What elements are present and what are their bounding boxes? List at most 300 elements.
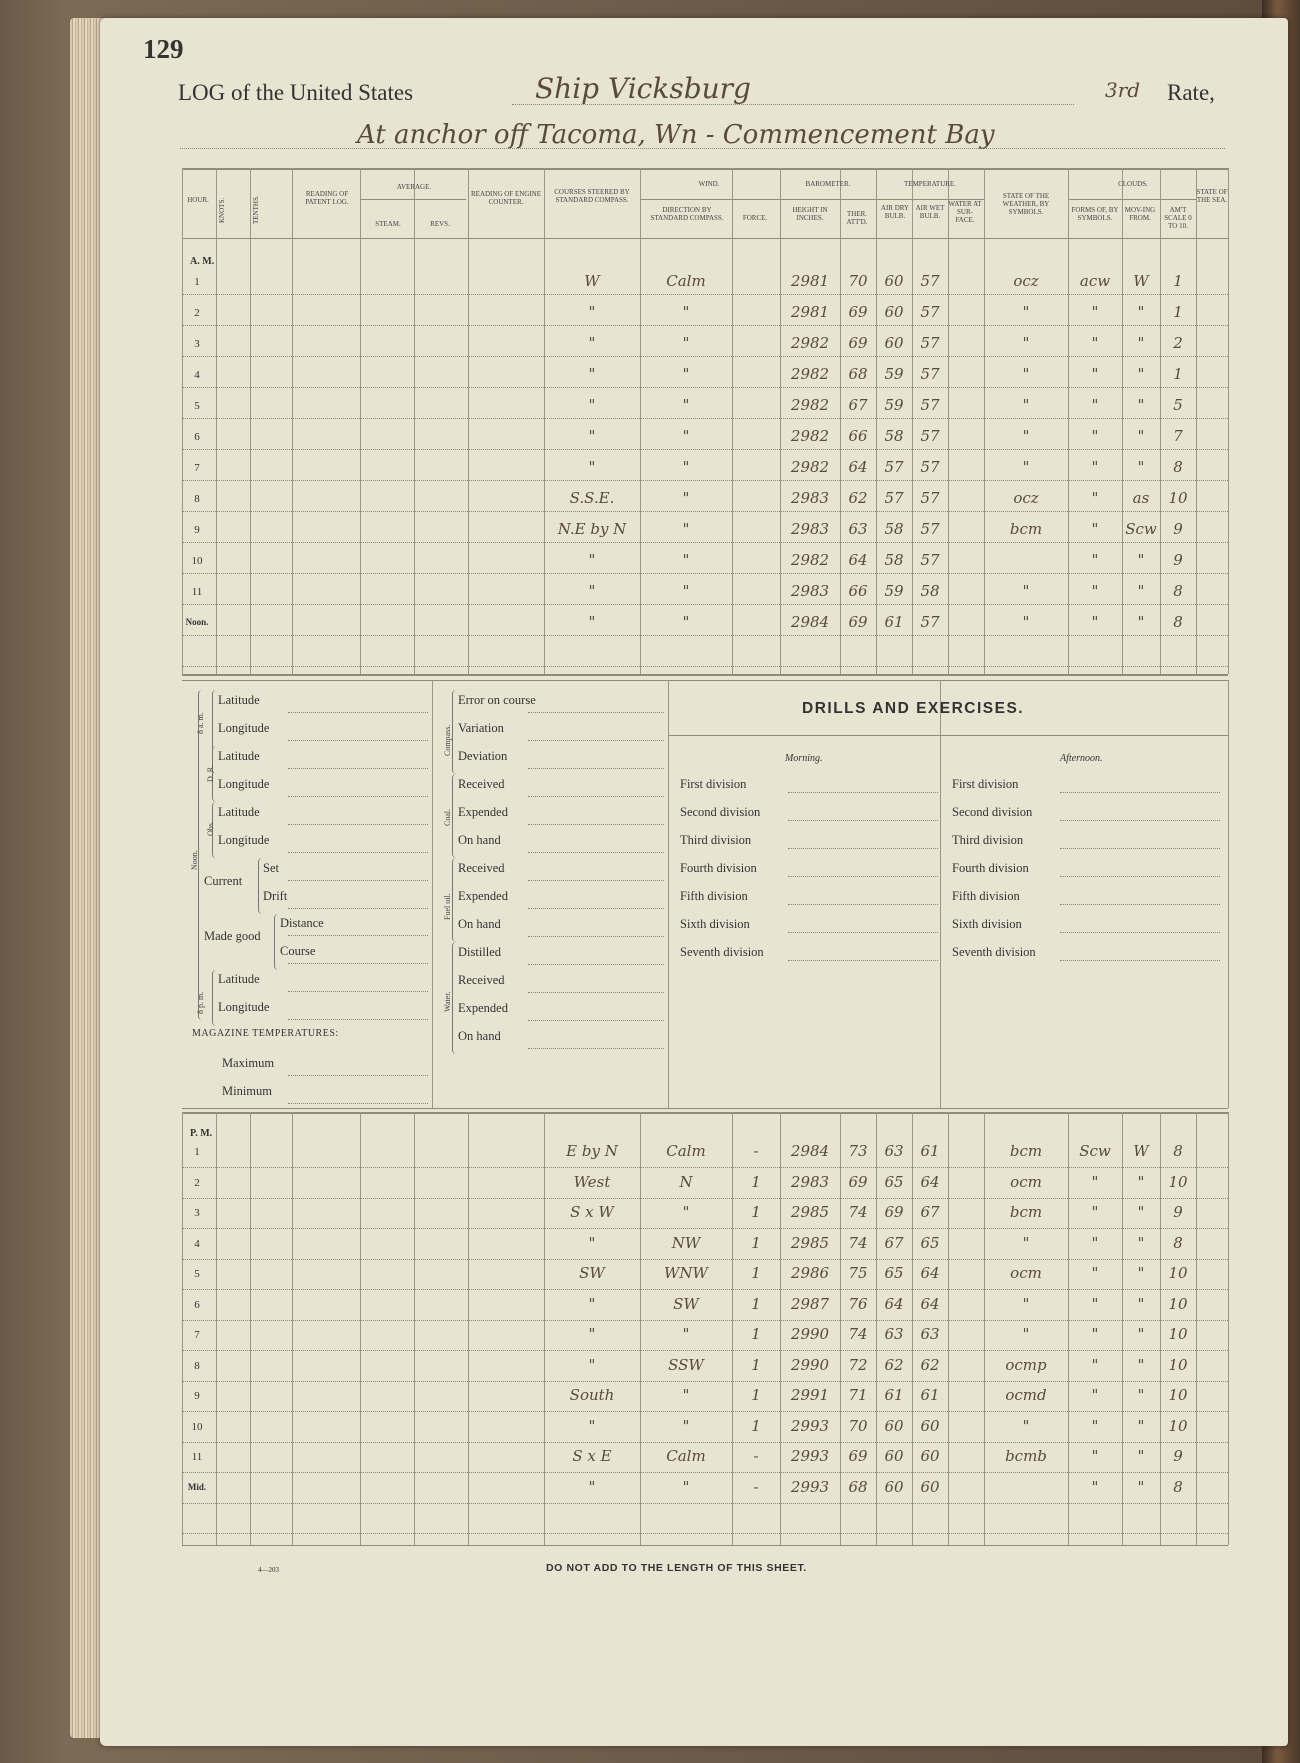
magazine-minimum: Minimum [222,1084,273,1098]
am-label: A. M. [190,256,215,267]
ther-cell: 69 [848,1172,868,1191]
ther-cell: 70 [848,1416,868,1435]
hour-cell: 8 [194,1359,200,1372]
height-cell: 2982 [790,396,830,414]
form-number: 4—203 [258,1566,279,1574]
leader-rule [288,991,428,992]
ther-cell: 62 [848,489,868,507]
weather-cell: ocmp [1005,1355,1047,1374]
amt-cell: 8 [1173,1233,1183,1252]
wind-dir-cell: " [682,303,690,321]
forms-cell: " [1091,1477,1099,1496]
course-cell: West [573,1172,611,1191]
force-cell: 1 [751,1386,761,1404]
patent-log-header: READING OF PATENT LOG. [305,190,349,206]
course-cell: " [588,334,596,352]
weather-cell: bcm [1009,520,1043,538]
leader-rule [288,963,428,964]
moving-cell: " [1137,551,1145,569]
weather-cell: " [1022,334,1030,352]
wet-cell: 57 [920,365,940,383]
dry-cell: 60 [884,1477,904,1496]
course-cell: " [588,365,596,383]
amt-cell: 8 [1173,582,1183,600]
dry-cell: 59 [884,582,904,600]
force-cell: 1 [751,1294,761,1313]
fuel-expended: Expended [458,889,508,903]
wind-dir-cell: " [682,1477,690,1496]
forms-cell: " [1091,489,1099,507]
moving-cell: " [1137,1416,1145,1435]
hour-cell: 3 [194,338,200,350]
row-rule [182,418,1228,419]
fuel-received: Received [458,861,505,875]
leader-rule [528,908,664,909]
water-surface-header: WATER AT SUR-FACE. [948,200,982,224]
leader-rule [528,796,664,797]
row-rule [182,325,1228,326]
leader-rule [528,936,664,937]
height-cell: 2990 [790,1355,830,1374]
steam-header: STEAM. [375,220,401,228]
ther-cell: 66 [848,427,868,445]
moving-cell: " [1137,427,1145,445]
moving-cell: " [1137,1447,1145,1465]
group-rule [360,199,466,200]
amt-cell: 8 [1173,458,1183,476]
ther-cell: 75 [848,1264,868,1282]
ther-cell: 74 [848,1233,868,1252]
moving-cell: " [1137,396,1145,414]
morning-division-label: Fifth division [680,889,748,903]
row-rule [182,1533,1228,1534]
ther-cell: 68 [848,365,868,383]
column-rule [732,168,733,674]
weather-cell: " [1022,1325,1030,1343]
wet-cell: 57 [920,551,940,569]
row-rule [182,666,1228,667]
dry-cell: 67 [884,1233,904,1252]
row-rule [182,480,1228,481]
forms-cell: " [1091,334,1099,352]
leader-rule [528,880,664,881]
wet-cell: 61 [920,1142,940,1160]
hour-cell: 2 [194,307,200,319]
forms-cell: " [1091,613,1099,631]
height-cell: 2993 [790,1447,830,1465]
leader-rule [788,848,938,849]
drills-afternoon: Afternoon. [1060,753,1103,764]
leader-rule [528,992,664,993]
leader-rule [288,740,428,741]
ther-cell: 66 [848,582,868,600]
forms-cell: " [1091,1172,1099,1191]
leader-rule [788,792,938,793]
length-notice: DO NOT ADD TO THE LENGTH OF THIS SHEET. [546,1562,807,1574]
water-on-hand: On hand [458,1029,501,1043]
ther-cell: 64 [848,551,868,569]
height-cell: 2987 [790,1294,830,1313]
column-rule [360,1112,361,1545]
wind-dir-cell: " [682,458,690,476]
morning-division-label: Fourth division [680,861,757,875]
row-rule [182,387,1228,388]
moving-cell: as [1132,489,1150,507]
hour-cell: 6 [194,1298,200,1311]
moving-cell: " [1137,1264,1145,1282]
wet-cell: 65 [920,1233,940,1252]
ther-cell: 69 [848,1447,868,1465]
moving-cell: " [1137,1477,1145,1496]
tag-dr: D. R. [206,764,215,782]
sea-header: STATE OF THE SEA. [1196,188,1228,204]
moving-cell: " [1137,613,1145,631]
ther-cell: 64 [848,458,868,476]
weather-cell: " [1022,613,1030,631]
weather-cell: ocz [1013,489,1039,507]
leader-rule [528,712,664,713]
dry-cell: 58 [884,427,904,445]
column-rule [1228,1112,1229,1545]
force-cell: 1 [751,1416,761,1435]
location: At anchor off Tacoma, Wn - Commencement Bay [357,120,995,150]
cloud-moving-header: MOV-ING FROM. [1124,206,1156,222]
title-prefix: LOG of the United States [178,80,414,105]
hour-cell: 10 [191,555,203,567]
course-cell: " [588,427,596,445]
obs-latitude: Latitude [218,805,260,819]
weather-cell: " [1022,1294,1030,1313]
tag-obs: Obs. [206,821,215,836]
column-rule [1228,168,1229,674]
column-rule [182,168,183,674]
hour-cell: 6 [194,431,200,443]
ther-cell: 70 [848,272,868,290]
weather-cell: ocm [1010,1172,1042,1191]
moving-cell: " [1137,1325,1145,1343]
weather-header: STATE OF THE WEATHER, BY SYMBOLS. [1002,192,1050,216]
wet-cell: 57 [920,272,940,290]
column-rule [292,168,293,674]
amt-cell: 8 [1173,613,1183,631]
weather-cell: " [1022,1416,1030,1435]
hour-cell: 4 [194,369,200,381]
pm-longitude: Longitude [218,1000,270,1014]
dry-cell: 58 [884,520,904,538]
ther-cell: 69 [848,334,868,352]
column-rule [360,168,361,674]
row-rule [182,1198,1228,1199]
afternoon-division-label: Second division [952,805,1033,819]
group-rule [780,199,876,200]
ther-cell: 71 [848,1386,868,1404]
ther-cell: 67 [848,396,868,414]
course-cell: " [588,613,596,631]
forms-cell: " [1091,1233,1099,1252]
column-rule [216,168,217,674]
dry-cell: 61 [884,1386,904,1404]
dry-cell: 61 [884,613,904,631]
weather-cell: bcm [1009,1203,1043,1221]
row-rule [182,1320,1228,1321]
force-cell: 1 [751,1325,761,1343]
forms-cell: acw [1079,272,1111,290]
height-cell: 2982 [790,365,830,383]
column-rule [948,1112,949,1545]
hour-cell: 10 [191,1420,203,1433]
leader-rule [1060,876,1220,877]
fuel-on-hand: On hand [458,917,501,931]
row-rule [182,1472,1228,1473]
course-cell: N.E by N [557,520,627,538]
weather-cell: " [1022,427,1030,445]
hour-cell: 7 [194,1329,200,1341]
height-cell: 2985 [790,1203,830,1221]
row-rule [182,356,1228,357]
course-cell: " [588,1416,596,1435]
amt-cell: 9 [1173,1447,1183,1465]
wind-dir-cell: SSW [668,1355,704,1374]
row-rule [182,573,1228,574]
amt-cell: 9 [1173,520,1183,538]
leader-rule [1060,904,1220,905]
mid-rule [182,1108,1228,1109]
wet-cell: 57 [920,427,940,445]
leader-rule [528,852,664,853]
row-rule [182,1259,1228,1260]
height-cell: 2983 [790,520,830,538]
pm-label: P. M. [190,1128,213,1139]
ship-underline [512,104,1074,105]
column-rule [414,1112,415,1545]
dry-cell: 65 [884,1264,904,1282]
hour-cell: 1 [194,276,200,288]
tag-8am: 8 a. m. [196,712,205,734]
hour-cell: 11 [191,586,203,598]
leader-rule [288,1019,428,1020]
air-wet-header: AIR WET BULB. [915,204,945,220]
height-cell: 2990 [790,1325,830,1343]
weather-cell: " [1022,582,1030,600]
course-cell: S.S.E. [569,489,615,507]
mid-column-rule [668,680,669,1108]
wet-cell: 57 [920,396,940,414]
wind-dir-cell: " [682,551,690,569]
table-rule [182,238,1228,239]
forms-cell: " [1091,1325,1099,1343]
leader-rule [528,824,664,825]
deviation: Deviation [458,749,508,763]
leader-rule [288,796,428,797]
row-rule [182,1411,1228,1412]
leader-rule [288,852,428,853]
leader-rule [1060,820,1220,821]
leader-rule [288,1103,428,1104]
obs-longitude: Longitude [218,833,270,847]
drills-title: DRILLS AND EXERCISES. [802,700,1025,717]
coal-received: Received [458,777,505,791]
weather-cell: " [1022,365,1030,383]
dry-cell: 57 [884,458,904,476]
hour-cell: Mid. [187,1481,207,1492]
morning-division-label: Third division [680,833,752,847]
mid-column-rule [432,680,433,1108]
wet-cell: 64 [920,1264,940,1282]
magazine-maximum: Maximum [222,1056,275,1070]
cloud-amount-header: AM'T SCALE 0 TO 10. [1164,206,1192,230]
leader-rule [288,1075,428,1076]
amt-cell: 10 [1168,1264,1188,1282]
forms-cell: " [1091,303,1099,321]
wind-direction-header: DIRECTION BY STANDARD COMPASS. [650,206,724,222]
wet-cell: 64 [920,1294,940,1313]
course-cell: " [588,551,596,569]
cloud-forms-header: FORMS OF, BY SYMBOLS. [1071,206,1119,222]
weather-cell: " [1022,458,1030,476]
course-cell: W [584,272,600,290]
force-cell: 1 [751,1203,761,1221]
dry-cell: 60 [884,272,904,290]
wet-cell: 60 [920,1477,940,1496]
leader-rule [528,1048,664,1049]
height-cell: 2982 [790,427,830,445]
row-rule [182,542,1228,543]
moving-cell: " [1137,365,1145,383]
course-cell: " [588,582,596,600]
column-rule [414,168,415,674]
row-rule [182,511,1228,512]
dry-cell: 59 [884,396,904,414]
wind-dir-cell: Calm [666,272,706,290]
amt-cell: 10 [1168,1325,1188,1343]
air-dry-header: AIR DRY BULB. [880,204,910,220]
dry-cell: 65 [884,1172,904,1191]
hour-cell: 11 [191,1451,203,1463]
course-cell: S x W [570,1203,614,1221]
wind-dir-cell: " [682,1325,690,1343]
leader-rule [788,876,938,877]
wind-dir-cell: " [682,582,690,600]
wind-dir-cell: " [682,365,690,383]
column-rule [250,168,251,674]
weather-cell: ocz [1013,272,1039,290]
hour-cell: 9 [194,1390,200,1402]
forms-cell: " [1091,582,1099,600]
average-header: AVERAGE. [396,183,432,191]
wet-cell: 58 [920,582,940,600]
ther-cell: 69 [848,303,868,321]
course-cell: " [588,1325,596,1343]
row-rule [182,635,1228,636]
tenths-header: TENTHS. [252,195,260,225]
weather-cell: bcm [1009,1142,1043,1160]
group-rule [640,199,780,200]
moving-cell: " [1137,1233,1145,1252]
forms-cell: " [1091,458,1099,476]
label-brace [198,690,205,1020]
hour-cell: 9 [194,524,200,536]
error-on-course: Error on course [458,693,536,707]
course-cell: SW [579,1264,605,1282]
height-cell: 2993 [790,1477,830,1496]
row-rule [182,1442,1228,1443]
tag-8pm: 8 p. m. [196,991,205,1014]
morning-division-label: Seventh division [680,945,764,959]
wind-dir-cell: " [682,427,690,445]
force-cell: 1 [751,1172,761,1191]
wind-dir-cell: " [682,489,690,507]
tag-noon: Noon. [190,850,199,870]
wind-dir-cell: " [682,1386,690,1404]
moving-cell: " [1137,582,1145,600]
wind-dir-cell: NW [671,1233,701,1252]
height-cell: 2986 [790,1264,830,1282]
leader-rule [528,1020,664,1021]
hour-cell: Noon. [185,617,209,627]
moving-cell: " [1137,1294,1145,1313]
course-cell: South [569,1386,615,1404]
leader-rule [288,880,428,881]
column-rule [1196,1112,1197,1545]
page-number: 129 [143,34,184,64]
wind-dir-cell: " [682,396,690,414]
dry-cell: 60 [884,1416,904,1435]
afternoon-division-label: Fifth division [952,889,1020,903]
height-cell: 2993 [790,1416,830,1435]
dry-cell: 60 [884,334,904,352]
wet-cell: 61 [920,1386,940,1404]
wind-dir-cell: " [682,613,690,631]
height-cell: 2983 [790,1172,830,1191]
ther-cell: 76 [848,1294,868,1313]
force-cell: 1 [751,1264,761,1282]
wet-cell: 57 [920,520,940,538]
wind-dir-cell: SW [673,1294,699,1313]
leader-rule [528,740,664,741]
dry-cell: 64 [884,1294,904,1313]
dry-cell: 57 [884,489,904,507]
moving-cell: W [1133,1142,1149,1160]
ther-cell: 63 [848,520,868,538]
amt-cell: 10 [1168,1416,1188,1435]
pm-latitude: Latitude [218,972,260,986]
moving-cell: Scw [1125,520,1157,538]
location-underline [180,148,1225,149]
column-rule [468,1112,469,1545]
amt-cell: 10 [1168,489,1188,507]
dry-cell: 60 [884,1447,904,1465]
leader-rule [288,824,428,825]
leader-rule [788,820,938,821]
moving-cell: " [1137,1355,1145,1374]
am-longitude: Longitude [218,721,270,735]
weather-cell: ocm [1010,1264,1042,1282]
water-received: Received [458,973,505,987]
coal-on-hand: On hand [458,833,501,847]
wet-cell: 57 [920,303,940,321]
height-cell: 2991 [790,1386,830,1404]
leader-rule [288,712,428,713]
weather-cell: " [1022,303,1030,321]
wet-cell: 63 [920,1325,940,1343]
made-good-distance: Distance [280,916,324,930]
ther-cell: 69 [848,613,868,631]
leader-rule [1060,932,1220,933]
ther-cell: 74 [848,1203,868,1221]
height-cell: 2985 [790,1233,830,1252]
row-rule [182,604,1228,605]
forms-cell: " [1091,365,1099,383]
